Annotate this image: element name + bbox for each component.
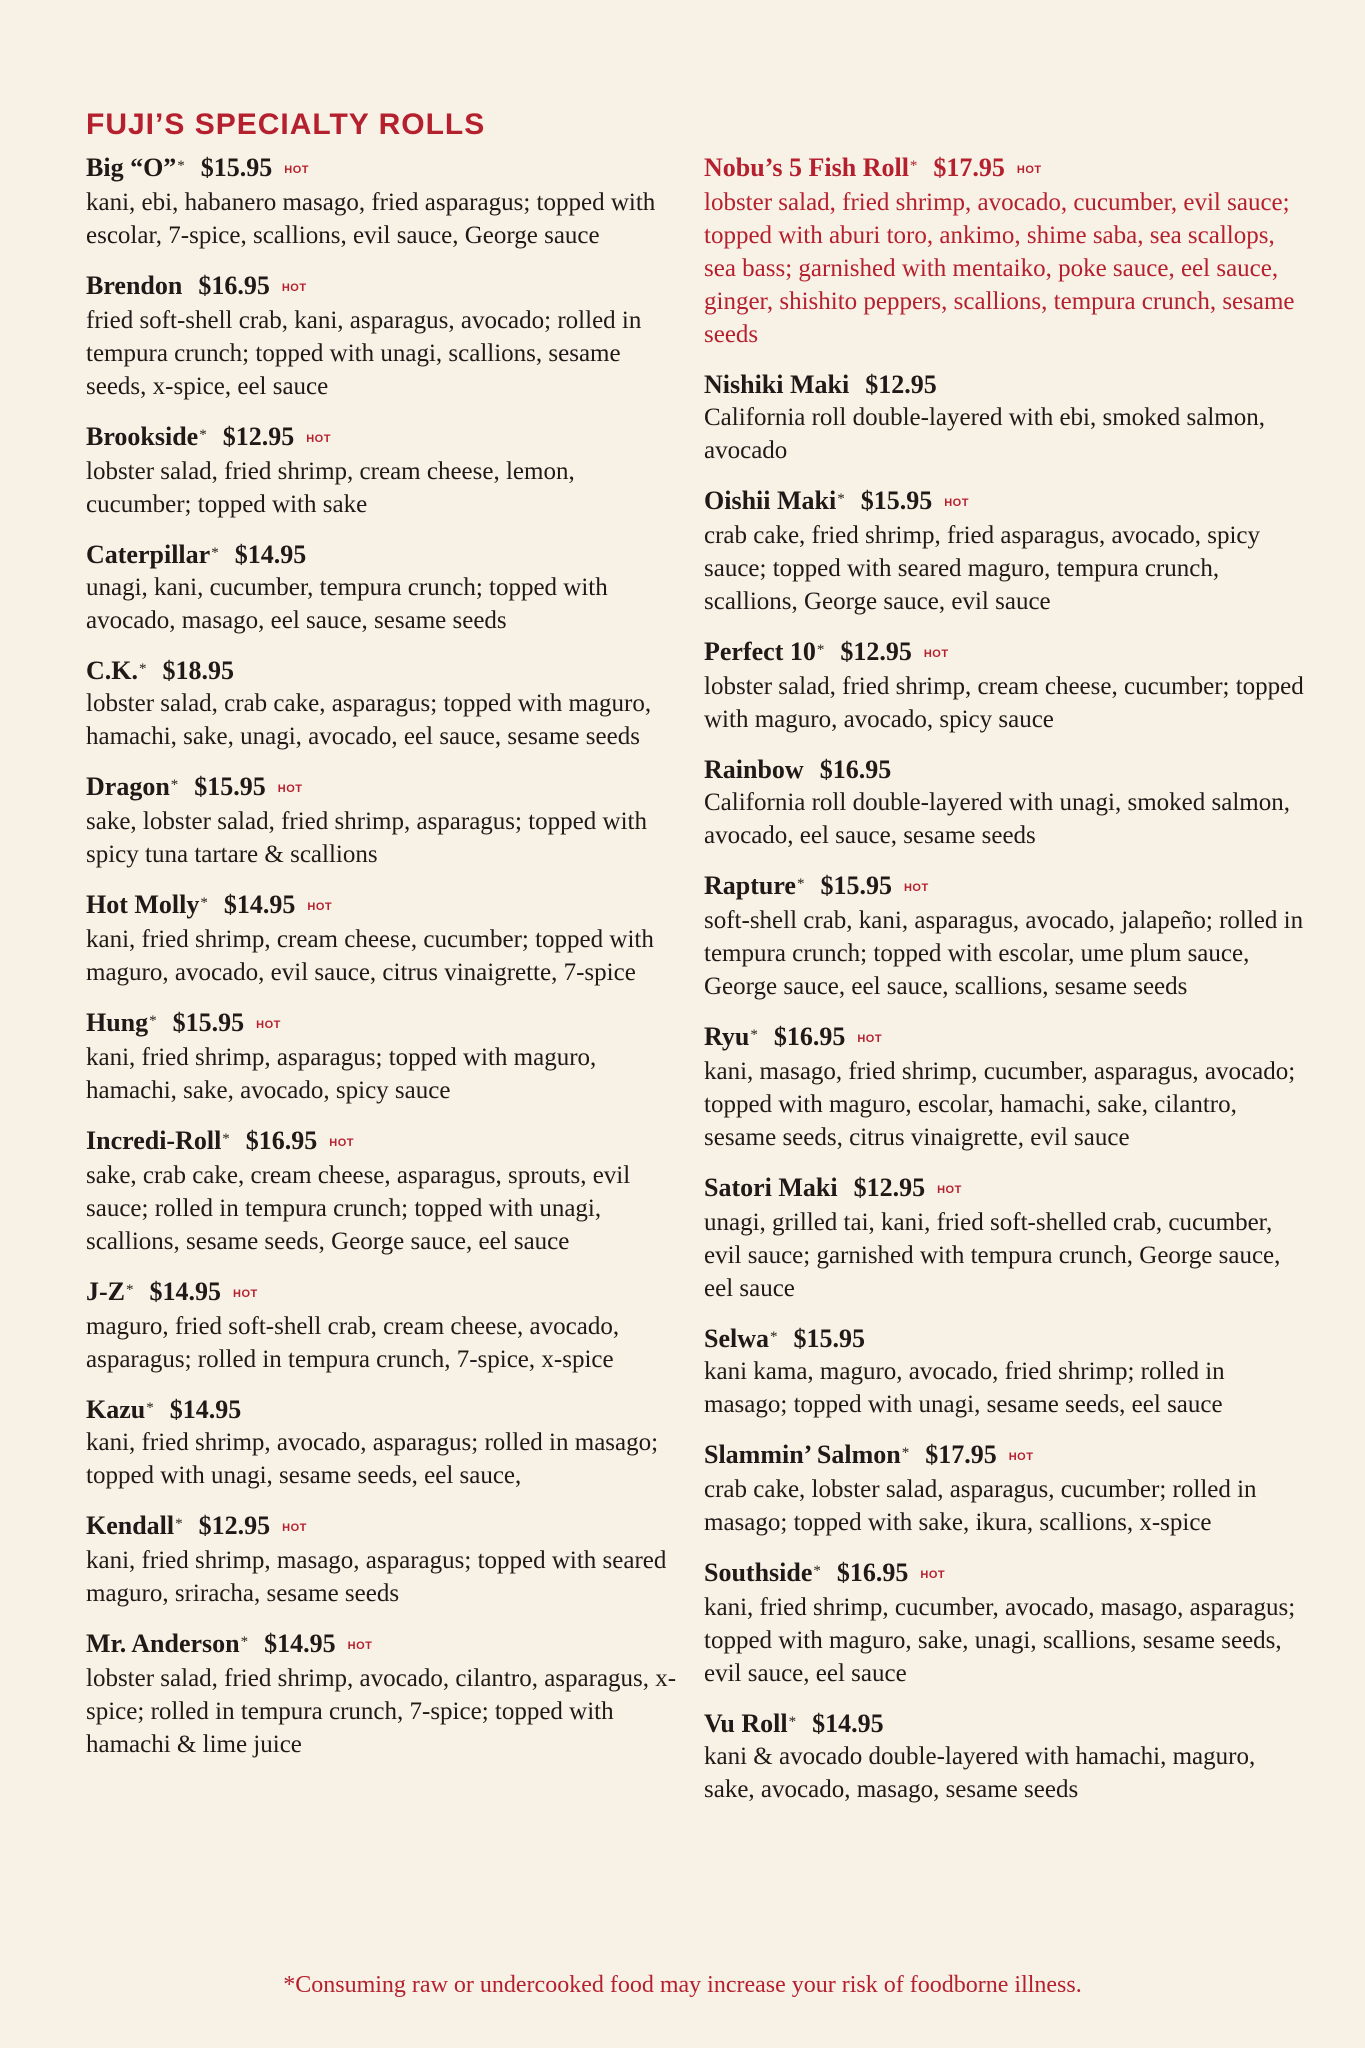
- menu-item-price: $16.95: [836, 1558, 909, 1588]
- raw-food-asterisk: *: [770, 1329, 778, 1346]
- menu-item-price: $14.95: [149, 1277, 221, 1307]
- menu-item-name: C.K.: [86, 656, 138, 686]
- menu-item-description: lobster salad, fried shrimp, avocado, cucumber, evil sauce; topped with aburi toro, ankimo, shime saba, sea scallops, sea bass; garnished with mentaiko, poke sauce, eel sauce, ginger, shishito peppers, scallions, tempura crunch, sesame seeds: [704, 189, 1295, 349]
- menu-item-header: [704, 152, 1304, 186]
- menu-item: [704, 1021, 1304, 1154]
- menu-item-name: Caterpillar: [86, 540, 211, 570]
- raw-food-asterisk: *: [200, 895, 208, 912]
- menu-item: [704, 1708, 1304, 1806]
- menu-item: [704, 1323, 1304, 1421]
- menu-item-description: unagi, grilled tai, kani, fried soft-shelled crab, cucumber, evil sauce; garnished with tempura crunch, George sauce, eel sauce: [704, 1209, 1281, 1303]
- menu-item: [86, 1276, 686, 1376]
- menu-item-header: [704, 1708, 1304, 1740]
- menu-item-description: kani, fried shrimp, cucumber, avocado, masago, asparagus; topped with maguro, sake, unagi, scallions, sesame seeds, evil sauce, eel sauce: [704, 1594, 1296, 1688]
- menu-item-header: [86, 152, 686, 186]
- menu-item: [86, 270, 686, 403]
- raw-food-asterisk: *: [750, 1027, 758, 1044]
- menu-item: [86, 1125, 686, 1258]
- menu-item-name: Rainbow: [704, 755, 804, 785]
- menu-item-name: Nobu’s 5 Fish Roll: [704, 153, 909, 182]
- menu-item: [86, 771, 686, 871]
- menu-item-header: [704, 1323, 1304, 1355]
- menu-item: [86, 1510, 686, 1610]
- menu-item: [704, 1439, 1304, 1539]
- menu-item-header: [86, 655, 686, 687]
- section-heading: FUJI’S SPECIALTY ROLLS: [86, 108, 486, 141]
- menu-item-header: [704, 636, 1304, 670]
- menu-item-name: Rapture: [704, 871, 796, 901]
- menu-item: [86, 1394, 686, 1492]
- menu-item-name: Hung: [86, 1008, 149, 1038]
- menu-item-price: $15.95: [860, 486, 933, 516]
- menu-item-name: Ryu: [704, 1022, 750, 1052]
- menu-item-name: Kendall: [86, 1511, 175, 1541]
- menu-item-price: $15.95: [793, 1324, 865, 1354]
- menu-item-price: $15.95: [172, 1008, 245, 1038]
- menu-item-price: $14.95: [234, 540, 307, 570]
- hot-badge: HOT: [920, 1569, 946, 1582]
- menu-item-name: Vu Roll: [704, 1709, 788, 1739]
- menu-item-header: [86, 1007, 686, 1041]
- menu-item: [86, 655, 686, 753]
- hot-badge: HOT: [281, 282, 307, 295]
- menu-item-name: Oishii Maki: [704, 486, 837, 516]
- hot-badge: HOT: [329, 1137, 355, 1150]
- menu-item-description: lobster salad, fried shrimp, cream cheese, cucumber; topped with maguro, avocado, spicy sauce: [704, 673, 1304, 734]
- menu-item-price: $15.95: [820, 871, 892, 901]
- hot-badge: HOT: [937, 1184, 962, 1197]
- menu-item-price: $15.95: [200, 153, 273, 182]
- menu-item: [704, 1557, 1304, 1690]
- raw-food-asterisk: *: [909, 158, 918, 174]
- menu-item-price: $14.95: [223, 890, 296, 920]
- raw-food-asterisk: *: [139, 661, 147, 678]
- menu-item: [86, 539, 686, 637]
- menu-item-header: [86, 1510, 686, 1544]
- raw-food-asterisk: *: [126, 1282, 134, 1299]
- raw-food-asterisk: *: [211, 545, 219, 562]
- menu-item-description: California roll double-layered with unagi, smoked salmon, avocado, eel sauce, sesame seeds: [704, 789, 1290, 850]
- hot-badge: HOT: [923, 648, 949, 661]
- hot-badge: HOT: [306, 433, 331, 446]
- menu-item-description: lobster salad, fried shrimp, avocado, cilantro, asparagus, x-spice; rolled in tempura crunch, 7-spice; topped with hamachi & lime juice: [86, 1665, 677, 1759]
- menu-item-header: [86, 771, 686, 805]
- menu-item-description: California roll double-layered with ebi, smoked salmon, avocado: [704, 404, 1265, 465]
- hot-badge: HOT: [347, 1640, 373, 1653]
- menu-column-right: [704, 152, 1304, 1824]
- menu-item: [704, 1172, 1304, 1305]
- menu-item-description: sake, lobster salad, fried shrimp, asparagus; topped with spicy tuna tartare & scallions: [86, 808, 647, 869]
- menu-item-description: sake, crab cake, cream cheese, asparagus, sprouts, evil sauce; rolled in tempura crunch; topped with unagi, scallions, sesame seeds, George sauce, eel sauce: [86, 1162, 631, 1256]
- hot-badge: HOT: [1016, 164, 1042, 177]
- hot-badge: HOT: [233, 1288, 258, 1301]
- menu-item-description: crab cake, fried shrimp, fried asparagus, avocado, spicy sauce; topped with seared maguro, tempura crunch, scallions, George sauce, evil sauce: [704, 522, 1261, 616]
- food-safety-disclaimer: *Consuming raw or undercooked food may increase your risk of foodborne illness.: [283, 1972, 1082, 1998]
- raw-food-asterisk: *: [788, 1714, 797, 1731]
- menu-item-header: [86, 1394, 686, 1426]
- hot-badge: HOT: [857, 1033, 883, 1046]
- menu-item: [704, 870, 1304, 1003]
- menu-item-price: $12.95: [840, 637, 912, 667]
- menu-item-name: Hot Molly: [86, 890, 200, 920]
- raw-food-asterisk: *: [149, 1013, 157, 1030]
- menu-item-name: Slammin’ Salmon: [704, 1440, 901, 1470]
- menu-item-name: J-Z: [86, 1277, 125, 1307]
- menu-item-description: kani, masago, fried shrimp, cucumber, asparagus, avocado; topped with maguro, escolar, hamachi, sake, cilantro, sesame seeds, citrus vinaigrette, evil sauce: [704, 1058, 1296, 1152]
- menu-item-header: [86, 270, 686, 304]
- menu-item-header: [86, 1276, 686, 1310]
- menu-item-description: kani, fried shrimp, avocado, asparagus; rolled in masago; topped with unagi, sesame seeds, eel sauce,: [86, 1429, 659, 1490]
- menu-item: [704, 485, 1304, 618]
- menu-item-price: $12.95: [853, 1173, 926, 1203]
- menu-item-header: [704, 1439, 1304, 1473]
- menu-item: [704, 636, 1304, 736]
- raw-food-asterisk: *: [170, 777, 179, 794]
- menu-item-price: $14.95: [169, 1395, 242, 1425]
- menu-item-price: $15.95: [194, 772, 266, 802]
- menu-item-price: $12.95: [222, 422, 295, 452]
- raw-food-asterisk: *: [146, 1400, 154, 1417]
- menu-item-header: [86, 889, 686, 923]
- menu-item-description: crab cake, lobster salad, asparagus, cucumber; rolled in masago; topped with sake, ikura, scallions, x-spice: [704, 1476, 1257, 1537]
- menu-item-price: $16.95: [819, 755, 892, 785]
- menu-item-price: $17.95: [933, 153, 1005, 182]
- raw-food-asterisk: *: [796, 876, 805, 893]
- menu-item-header: [704, 1021, 1304, 1055]
- menu-item-header: [704, 870, 1304, 904]
- raw-food-asterisk: *: [813, 1563, 821, 1580]
- menu-item-header: [704, 1172, 1304, 1206]
- menu-item: [86, 1007, 686, 1107]
- menu-item: [86, 421, 686, 521]
- menu-item-header: [704, 485, 1304, 519]
- menu-item-name: Brookside: [86, 422, 199, 452]
- menu-item: [704, 754, 1304, 852]
- menu-item-name: Selwa: [704, 1324, 769, 1354]
- menu-item-name: Dragon: [86, 772, 170, 802]
- raw-food-asterisk: *: [199, 427, 207, 444]
- hot-badge: HOT: [1008, 1451, 1034, 1464]
- hot-badge: HOT: [944, 497, 969, 510]
- raw-food-asterisk: *: [222, 1131, 230, 1148]
- menu-item-price: $12.95: [865, 370, 937, 400]
- menu-item-price: $17.95: [925, 1440, 997, 1470]
- raw-food-asterisk: *: [837, 491, 845, 508]
- raw-food-asterisk: *: [175, 1516, 183, 1533]
- hot-badge: HOT: [256, 1019, 281, 1032]
- hot-badge: HOT: [903, 882, 929, 895]
- menu-item-header: [86, 1628, 686, 1662]
- hot-badge: HOT: [284, 164, 310, 177]
- menu-item-header: [86, 1125, 686, 1159]
- menu-item-header: [704, 754, 1304, 786]
- menu-item: [704, 369, 1304, 467]
- menu-item-name: Satori Maki: [704, 1173, 838, 1203]
- menu-item-price: $12.95: [198, 1511, 271, 1541]
- menu-item-name: Nishiki Maki: [704, 370, 850, 400]
- menu-item: [86, 1628, 686, 1761]
- menu-item-price: $14.95: [812, 1709, 884, 1739]
- menu-item-header: [704, 1557, 1304, 1591]
- hot-badge: HOT: [307, 901, 333, 914]
- hot-badge: HOT: [282, 1522, 307, 1535]
- menu-item-price: $16.95: [773, 1022, 846, 1052]
- raw-food-asterisk: *: [901, 1445, 910, 1462]
- menu-item-name: Perfect 10: [704, 637, 816, 667]
- menu-item: [704, 152, 1304, 351]
- menu-item-header: [86, 421, 686, 455]
- menu-item-description: lobster salad, crab cake, asparagus; topped with maguro, hamachi, sake, unagi, avocado, eel sauce, sesame seeds: [86, 690, 652, 751]
- menu-column-left: [86, 152, 686, 1779]
- menu-item-name: Mr. Anderson: [86, 1629, 240, 1659]
- menu-item-description: maguro, fried soft-shell crab, cream cheese, avocado, asparagus; rolled in tempura crunch, 7-spice, x-spice: [86, 1313, 620, 1374]
- menu-item-price: $16.95: [198, 271, 270, 301]
- hot-badge: HOT: [277, 783, 303, 796]
- menu-item-header: [86, 539, 686, 571]
- menu-item-description: kani, fried shrimp, cream cheese, cucumber; topped with maguro, avocado, evil sauce, citrus vinaigrette, 7-spice: [86, 926, 654, 987]
- menu-item-description: soft-shell crab, kani, asparagus, avocado, jalapeño; rolled in tempura crunch; topped with escolar, ume plum sauce, George sauce, eel sauce, scallions, sesame seeds: [704, 907, 1304, 1001]
- menu-item-name: Brendon: [86, 271, 183, 301]
- menu-item-description: unagi, kani, cucumber, tempura crunch; topped with avocado, masago, eel sauce, sesame seeds: [86, 574, 608, 635]
- menu-item: [86, 152, 686, 252]
- menu-item-name: Incredi-Roll: [86, 1126, 222, 1156]
- menu-item-name: Southside: [704, 1558, 813, 1588]
- menu-item: [86, 889, 686, 989]
- raw-food-asterisk: *: [240, 1634, 249, 1651]
- menu-item-description: fried soft-shell crab, kani, asparagus, avocado; rolled in tempura crunch; topped with unagi, scallions, sesame seeds, x-spice, eel sauce: [86, 307, 642, 401]
- menu-item-description: kani kama, maguro, avocado, fried shrimp; rolled in masago; topped with unagi, sesame seeds, eel sauce: [704, 1358, 1225, 1419]
- menu-item-description: kani & avocado double-layered with hamachi, maguro, sake, avocado, masago, sesame seeds: [704, 1743, 1256, 1804]
- menu-item-price: $14.95: [264, 1629, 336, 1659]
- raw-food-asterisk: *: [816, 642, 825, 659]
- menu-item-name: Big “O”: [86, 153, 177, 182]
- raw-food-asterisk: *: [177, 158, 185, 174]
- menu-item-name: Kazu: [86, 1395, 146, 1425]
- menu-item-description: lobster salad, fried shrimp, cream cheese, lemon, cucumber; topped with sake: [86, 458, 575, 519]
- menu-item-description: kani, fried shrimp, asparagus; topped with maguro, hamachi, sake, avocado, spicy sauce: [86, 1044, 597, 1105]
- menu-item-price: $16.95: [245, 1126, 318, 1156]
- menu-item-description: kani, fried shrimp, masago, asparagus; topped with seared maguro, sriracha, sesame seeds: [86, 1547, 667, 1608]
- menu-item-header: [704, 369, 1304, 401]
- menu-item-description: kani, ebi, habanero masago, fried asparagus; topped with escolar, 7-spice, scallions, evil sauce, George sauce: [86, 189, 656, 250]
- menu-item-price: $18.95: [162, 656, 234, 686]
